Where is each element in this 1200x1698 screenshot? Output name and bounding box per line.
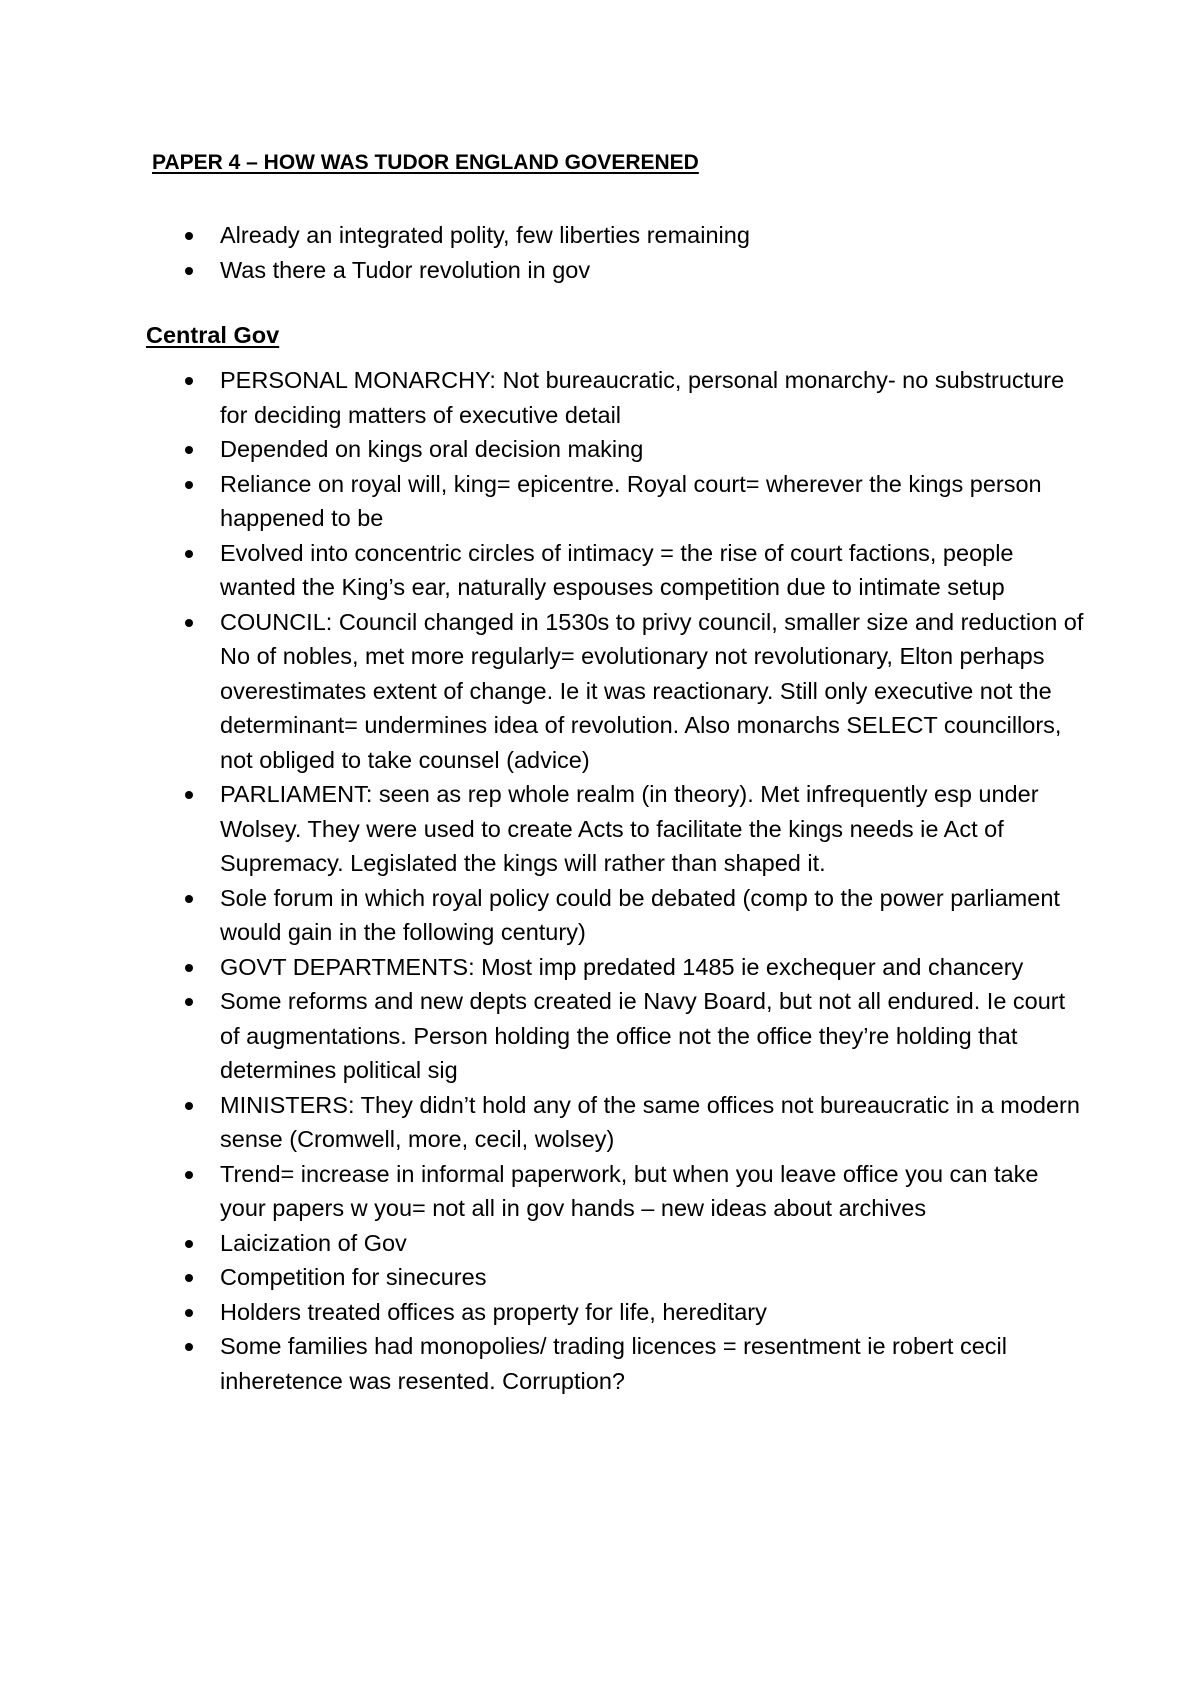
bullet-icon [185, 964, 193, 972]
list-item [184, 984, 1084, 1088]
bullet-icon [185, 1343, 193, 1351]
list-item-text: PARLIAMENT: seen as rep whole realm (in theory). Met infrequently esp under Wolsey. They were used to create Acts to facilitate the kings needs ie Act of Supremacy. Legislated the kings will rather than shaped it. [220, 781, 1039, 876]
list-item [184, 605, 1084, 778]
list-item-text: COUNCIL: Council changed in 1530s to privy council, smaller size and reduction of No of nobles, met more regularly= evolutionary not revolutionary, Elton perhaps overestimates extent of change. Ie it was reactionary. Still only executive not the determinant= undermines idea of revolution. Also monarchs SELECT councillors, not obliged to take counsel (advice) [220, 608, 1084, 773]
bullet-icon [185, 1102, 193, 1110]
list-item [184, 1226, 1084, 1261]
bullet-icon [185, 550, 193, 558]
intro-bullet-list [184, 218, 1084, 287]
list-item-text: Laicization of Gov [220, 1229, 407, 1256]
list-item-text: Already an integrated polity, few liberties remaining [220, 222, 750, 248]
list-item [184, 950, 1084, 985]
bullet-icon [185, 267, 193, 275]
list-item-text: Trend= increase in informal paperwork, but when you leave office you can take your papers w you= not all in gov hands – new ideas about archives [220, 1160, 1039, 1221]
list-item-text: Reliance on royal will, king= epicentre. Royal court= wherever the kings person happened to be [220, 470, 1042, 531]
list-item-text: GOVT DEPARTMENTS: Most imp predated 1485 ie exchequer and chancery [220, 953, 1024, 980]
bullet-icon [185, 1171, 193, 1179]
list-item-text: Was there a Tudor revolution in gov [220, 256, 591, 283]
list-item-text: Sole forum in which royal policy could be debated (comp to the power parliament would gain in the following century) [220, 884, 1060, 945]
bullet-icon [185, 1240, 193, 1248]
bullet-icon [185, 481, 193, 489]
list-item-text: Competition for sinecures [220, 1264, 487, 1290]
section-heading-central-gov: Central Gov [146, 322, 280, 348]
list-item-text: PERSONAL MONARCHY: Not bureaucratic, personal monarchy- no substructure for deciding matters of executive detail [220, 367, 1065, 428]
bullet-icon [185, 791, 193, 799]
list-item-text: MINISTERS: They didn’t hold any of the same offices not bureaucratic in a modern sense (Cromwell, more, cecil, wolsey) [220, 1091, 1080, 1152]
list-item [184, 1088, 1084, 1157]
list-item [184, 253, 1084, 288]
bullet-icon [185, 998, 193, 1006]
list-item-text: Some reforms and new depts created ie Navy Board, but not all endured. Ie court of augmentations. Person holding the office not the office they’re holding that determines political sig [220, 988, 1066, 1083]
bullet-icon [185, 619, 193, 627]
bullet-icon [185, 232, 193, 240]
list-item-text: Some families had monopolies/ trading licences = resentment ie robert cecil inheretence was resented. Corruption? [220, 1333, 1007, 1394]
list-item [184, 1295, 1084, 1330]
list-item [184, 1157, 1084, 1226]
document-title: PAPER 4 – HOW WAS TUDOR ENGLAND GOVERENED [152, 151, 699, 174]
bullet-icon [185, 446, 193, 454]
list-item [184, 777, 1084, 881]
list-item [184, 1329, 1084, 1398]
bullet-icon [185, 1274, 193, 1282]
list-item-text: Evolved into concentric circles of intimacy = the rise of court factions, people wanted the King’s ear, naturally espouses competition due to intimate setup [220, 539, 1014, 600]
list-item [184, 432, 1084, 467]
bullet-icon [185, 895, 193, 903]
bullet-icon [185, 377, 193, 385]
list-item [184, 363, 1084, 432]
list-item [184, 218, 1084, 253]
central-gov-bullet-list [184, 363, 1084, 1398]
list-item [184, 881, 1084, 950]
list-item [184, 467, 1084, 536]
list-item [184, 1260, 1084, 1295]
list-item [184, 536, 1084, 605]
bullet-icon [185, 1309, 193, 1317]
list-item-text: Depended on kings oral decision making [220, 436, 644, 462]
list-item-text: Holders treated offices as property for life, hereditary [220, 1298, 767, 1325]
